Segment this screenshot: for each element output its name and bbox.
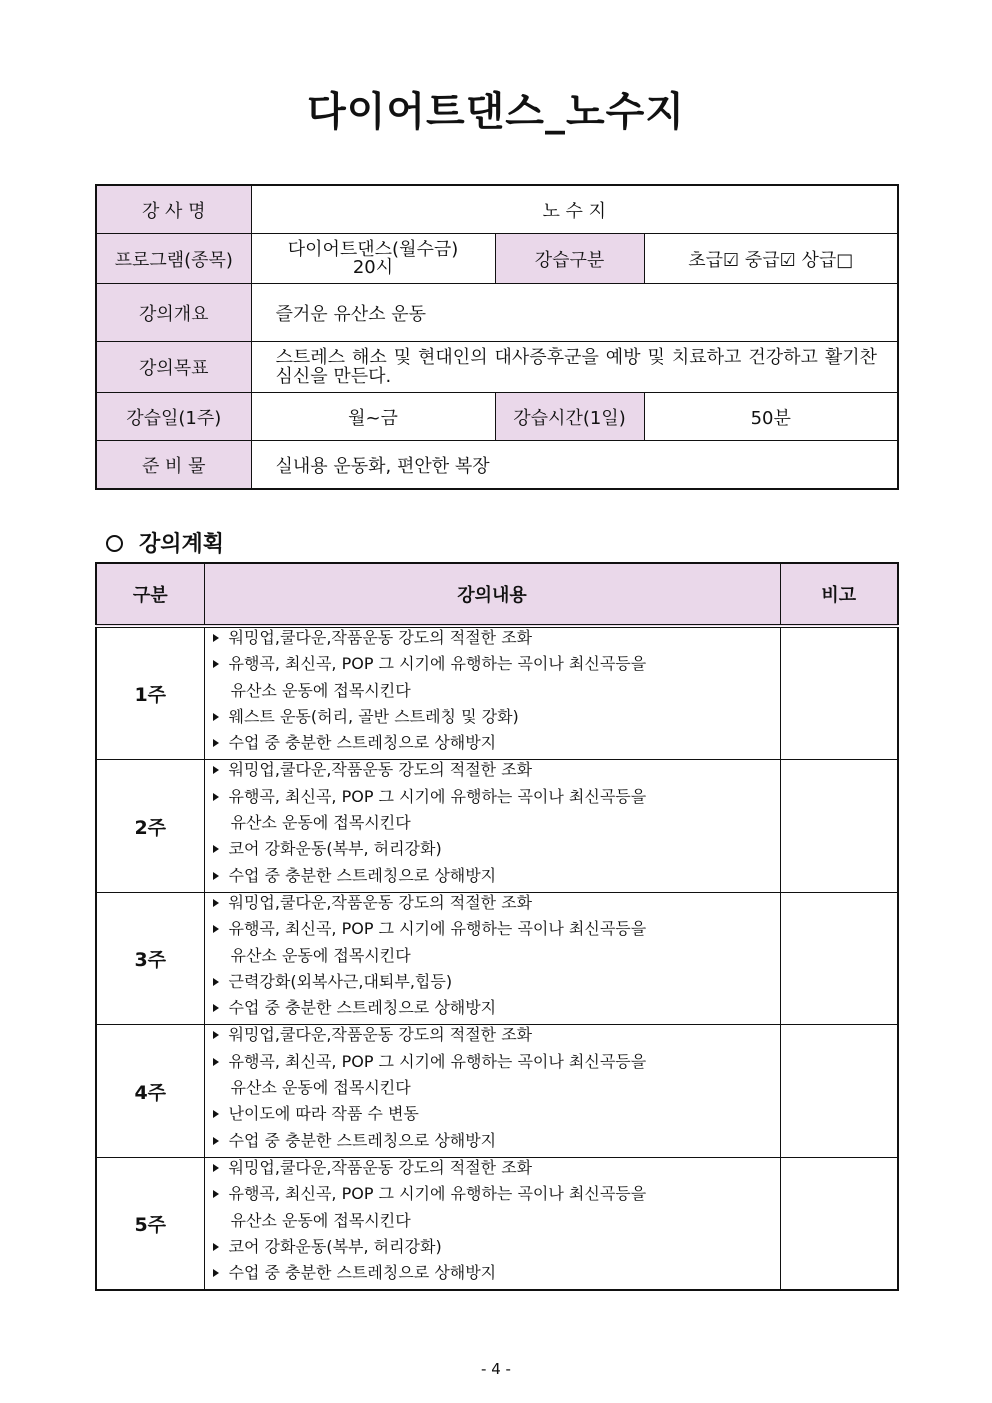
triangle-bullet-icon: [213, 1137, 219, 1145]
list-item: [205, 893, 780, 919]
list-item: [205, 760, 780, 786]
triangle-bullet-icon: [213, 978, 219, 986]
list-item: [205, 733, 780, 759]
table-row: [96, 760, 898, 892]
list-item-text: 수업 중 충분한 스트레칭으로 상해방지: [228, 1263, 497, 1283]
list-item-text: 유행곡, 최신곡, POP 그 시기에 유행하는 곡이나 최신곡등을: [228, 654, 647, 674]
circle-bullet-icon: [106, 535, 123, 552]
list-item-text: 워밍업,쿨다운,작품운동 강도의 적절한 조화: [228, 1025, 533, 1045]
list-item: [205, 1211, 780, 1237]
column-header-content: 강의내용: [204, 563, 780, 626]
list-item: [205, 813, 780, 839]
triangle-bullet-icon: [213, 1243, 219, 1251]
list-item: [205, 1184, 780, 1210]
triangle-bullet-icon: [213, 1110, 219, 1118]
week-label: 5주: [96, 1157, 204, 1290]
list-item-text: 유산소 운동에 접목시킨다: [230, 1210, 411, 1230]
week-content: [204, 1025, 780, 1157]
level-value: 초급☑ 중급☑ 상급□: [644, 234, 898, 284]
program-value: [251, 234, 495, 284]
list-item-text: 워밍업,쿨다운,작품운동 강도의 적절한 조화: [228, 1157, 533, 1177]
list-item: [205, 681, 780, 707]
triangle-bullet-icon: [213, 660, 219, 668]
list-item-text: 워밍업,쿨다운,작품운동 강도의 적절한 조화: [228, 760, 533, 780]
triangle-bullet-icon: [213, 1269, 219, 1277]
time-value: 50분: [644, 393, 898, 441]
list-item: [205, 707, 780, 733]
list-item-text: 수업 중 충분한 스트레칭으로 상해방지: [228, 998, 497, 1018]
content-list: [205, 628, 780, 759]
week-notes: [780, 1157, 898, 1290]
list-item: [205, 919, 780, 945]
program-value-line1: 다이어트댄스(월수금): [287, 238, 459, 260]
list-item: [205, 1078, 780, 1104]
week-content: [204, 760, 780, 892]
triangle-bullet-icon: [213, 899, 219, 907]
week-notes: [780, 892, 898, 1024]
column-header-notes: 비고: [780, 563, 898, 626]
course-info-table: [95, 184, 899, 490]
level-label: 강습구분: [495, 234, 644, 284]
supplies-value: 실내용 운동화, 편안한 복장: [251, 441, 898, 490]
list-item: [205, 1237, 780, 1263]
triangle-bullet-icon: [213, 793, 219, 801]
week-content: [204, 892, 780, 1024]
content-list: [205, 760, 780, 891]
list-item: [205, 998, 780, 1024]
triangle-bullet-icon: [213, 845, 219, 853]
list-item: [205, 1052, 780, 1078]
table-row: [96, 892, 898, 1024]
week-notes: [780, 760, 898, 892]
list-item-text: 유행곡, 최신곡, POP 그 시기에 유행하는 곡이나 최신곡등을: [228, 786, 647, 806]
document-title: 다이어트댄스_노수지: [307, 89, 685, 135]
content-list: [205, 893, 780, 1024]
triangle-bullet-icon: [213, 1004, 219, 1012]
list-item: [205, 787, 780, 813]
list-item: [205, 972, 780, 998]
list-item: [205, 628, 780, 654]
table-row: [96, 626, 898, 760]
list-item-text: 코어 강화운동(복부, 허리강화): [228, 1236, 442, 1256]
list-item-text: 유행곡, 최신곡, POP 그 시기에 유행하는 곡이나 최신곡등을: [228, 919, 647, 939]
list-item: [205, 839, 780, 865]
list-item-text: 수업 중 충분한 스트레칭으로 상해방지: [228, 865, 497, 885]
list-item-text: 유행곡, 최신곡, POP 그 시기에 유행하는 곡이나 최신곡등을: [228, 1051, 647, 1071]
list-item: [205, 946, 780, 972]
list-item: [205, 1158, 780, 1184]
week-content: [204, 626, 780, 760]
triangle-bullet-icon: [213, 1190, 219, 1198]
list-item-text: 수업 중 충분한 스트레칭으로 상해방지: [228, 1130, 497, 1150]
list-item: [205, 866, 780, 892]
list-item: [205, 1263, 780, 1289]
week-notes: [780, 626, 898, 760]
days-label: 강습일(1주): [96, 393, 251, 441]
time-label: 강습시간(1일): [495, 393, 644, 441]
supplies-label: 준 비 물: [96, 441, 251, 490]
week-label: 4주: [96, 1025, 204, 1157]
list-item: [205, 1131, 780, 1157]
column-header-week: 구분: [96, 563, 204, 626]
list-item-text: 유산소 운동에 접목시킨다: [230, 680, 411, 700]
list-item-text: 유산소 운동에 접목시킨다: [230, 1078, 411, 1098]
program-value-line2: 20시: [352, 256, 394, 278]
content-list: [205, 1158, 780, 1289]
list-item-text: 난이도에 따라 작품 수 변동: [228, 1104, 419, 1124]
triangle-bullet-icon: [213, 713, 219, 721]
table-row: [96, 1157, 898, 1290]
lesson-plan-table: [95, 562, 899, 1291]
list-item-text: 유행곡, 최신곡, POP 그 시기에 유행하는 곡이나 최신곡등을: [228, 1184, 647, 1204]
list-item-text: 웨스트 운동(허리, 골반 스트레칭 및 강화): [228, 706, 519, 726]
instructor-label: 강 사 명: [96, 185, 251, 234]
days-value: 월~금: [251, 393, 495, 441]
triangle-bullet-icon: [213, 766, 219, 774]
list-item: [205, 654, 780, 680]
list-item: [205, 1104, 780, 1130]
list-item-text: 수업 중 충분한 스트레칭으로 상해방지: [228, 733, 497, 753]
table-row: [96, 1025, 898, 1157]
week-notes: [780, 1025, 898, 1157]
overview-value: 즐거운 유산소 운동: [251, 284, 898, 342]
page-number: - 4 -: [481, 1360, 511, 1378]
list-item-text: 유산소 운동에 접목시킨다: [230, 945, 411, 965]
list-item: [205, 1025, 780, 1051]
content-list: [205, 1025, 780, 1156]
overview-label: 강의개요: [96, 284, 251, 342]
section-heading: [106, 527, 224, 558]
triangle-bullet-icon: [213, 634, 219, 642]
list-item-text: 워밍업,쿨다운,작품운동 강도의 적절한 조화: [228, 628, 533, 647]
list-item-text: 근력강화(외복사근,대퇴부,힙등): [228, 971, 453, 991]
triangle-bullet-icon: [213, 872, 219, 880]
triangle-bullet-icon: [213, 1031, 219, 1039]
week-label: 1주: [96, 626, 204, 760]
week-label: 3주: [96, 892, 204, 1024]
week-label: 2주: [96, 760, 204, 892]
triangle-bullet-icon: [213, 1164, 219, 1172]
list-item-text: 유산소 운동에 접목시킨다: [230, 813, 411, 833]
triangle-bullet-icon: [213, 739, 219, 747]
triangle-bullet-icon: [213, 1058, 219, 1066]
instructor-value: 노 수 지: [251, 185, 898, 234]
section-title: 강의계획: [139, 532, 225, 557]
program-label: 프로그램(종목): [96, 234, 251, 284]
week-content: [204, 1157, 780, 1290]
list-item-text: 워밍업,쿨다운,작품운동 강도의 적절한 조화: [228, 892, 533, 912]
goal-value: 스트레스 해소 및 현대인의 대사증후군을 예방 및 치료하고 건강하고 활기찬 심신을 만든다.: [251, 342, 898, 393]
list-item-text: 코어 강화운동(복부, 허리강화): [228, 839, 442, 859]
triangle-bullet-icon: [213, 925, 219, 933]
goal-label: 강의목표: [96, 342, 251, 393]
